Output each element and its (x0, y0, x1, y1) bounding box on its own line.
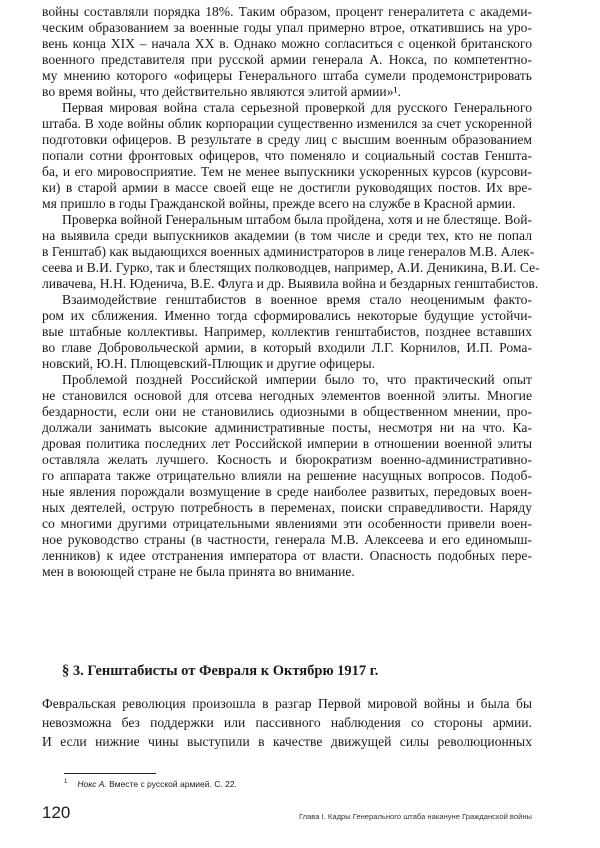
section-paragraph (42, 694, 532, 751)
text-line: в Генштаб) как выдающихся военных администраторов в лице генералов М.В. Алек- (42, 244, 535, 259)
text-line: Проблемой поздней Российской империи было то, что практический опыт (62, 372, 532, 387)
text-line: Февральская революция произошла в разгар Первой мировой войны и была бы (42, 696, 532, 711)
text-line: Взаимодействие генштабистов в военное время стало неоценимым факто- (62, 292, 532, 307)
text-line: войны составляли порядка 18%. Таким образом, процент генералитета с академи- (42, 4, 532, 19)
text-line: вые штабные коллективы. Например, коллектив генштабистов, позднее вставших (42, 324, 532, 339)
text-line: ных деятелей, острую потребность в переменах, поиски справедливости. Наряду (42, 500, 532, 515)
section-heading: § 3. Генштабисты от Февраля к Октябрю 1917 г. (62, 663, 379, 679)
text-line: ное руководство страны (в частности, генерала М.В. Алексеева и его единомыш- (42, 532, 532, 547)
text-line: штаба. В ходе войны облик корпорации существенно изменился за счет ускоренной (42, 116, 532, 131)
footnote-text: Вместе с русской армией. С. 22. (109, 779, 237, 789)
text-line: ленников) к идее отстранения императора от власти. Опасность подобных пере- (42, 548, 532, 563)
text-line: дровая политика последних лет Российской империи в отношении военной элиты (42, 436, 532, 451)
text-line: мен в воюющей стране не была принята во внимание. (42, 564, 355, 579)
paragraph (42, 292, 532, 372)
paragraph (42, 372, 532, 580)
text-line: оставляла желать лучшего. Косность и бюрократизм военно-административно- (42, 452, 532, 467)
paragraph (42, 4, 532, 100)
text-line: должали занимать высокие административные посты, несмотря ни на что. Ка- (42, 420, 532, 435)
text-line: ром их сближения. Именно тогда сформировались некоторые будущие устойчи- (42, 308, 532, 323)
text-line: му мнению которого «офицеры Генерального штаба сумели продемонстрировать (42, 68, 532, 83)
text-line: ливачева, Н.Н. Юденича, В.Е. Флуга и др. Выявила война и бездарных генштабистов. (42, 276, 539, 291)
footnote-mark: 1 (64, 779, 68, 785)
footnote (64, 779, 237, 789)
text-line: го аппарата также отрицательно влияли на решение насущных вопросов. Подоб- (42, 468, 532, 483)
text-line: не становился основой для отсева негодных элементов военной элиты. Многие (42, 388, 532, 403)
footnote-divider (64, 773, 156, 774)
text-line: сеева и В.И. Гурко, так и блестящих полководцев, например, А.И. Деникина, В.И. Се- (42, 260, 540, 275)
text-line: И если нижние чины выступили в качестве движущей силы революционных (42, 734, 532, 749)
text-line: ки) в старой армии в массе своей еще не достигли руководящих постов. Их вре- (42, 180, 532, 195)
running-title: Глава I. Кадры Генерального штаба накануне Гражданской войны (298, 812, 532, 821)
text-line: вень конца XIX – начала XX в. Однако можно согласиться с оценкой британского (42, 36, 532, 51)
text-line: военного представителя при русской армии генерала А. Нокса, по компетентно- (42, 52, 532, 67)
text-line: со многими другими отрицательными явлениями эти особенности привели воен- (42, 516, 532, 531)
text-line: во главе Добровольческой армии, в который входили Л.Г. Корнилов, И.П. Рома- (42, 340, 532, 355)
text-line: мя пришло в годы Гражданской войны, прежде всего на службе в Красной армии. (42, 196, 516, 211)
text-line: ба, и его мировосприятие. Тем не менее выпускники ускоренных курсов (курсови- (42, 164, 532, 179)
text-line: Первая мировая война стала серьезной проверкой для русского Генерального (62, 100, 532, 115)
paragraph (42, 100, 532, 212)
text-line: попали сотни фронтовых офицеров, что поменяло и социальный состав Геншта- (42, 148, 532, 163)
text-line: во время войны, что действительно являются элитой армии»¹. (42, 84, 401, 99)
page-number: 120 (42, 803, 71, 822)
text-line: новский, Ю.Н. Плющевский-Плющик и другие офицеры. (42, 356, 375, 371)
body-text (42, 4, 540, 580)
text-line: на выявила среди выпускников академии (в том числе и среди тех, кто не попал (42, 228, 532, 243)
text-line: ческим образованием за военные годы упал примерно втрое, откатившись на уро- (42, 20, 532, 35)
footnote-author: Нокс А. (77, 779, 107, 789)
text-line: подготовки офицеров. В результате в среду лиц с высшим военным образованием (42, 132, 532, 147)
text-line: невозможна без поддержки или пассивного наблюдения со стороны армии. (42, 715, 532, 730)
text-line: бездарности, если они не становились одиозными в общественном мнении, про- (42, 404, 532, 419)
text-line: ные явления порождали возмущение в среде наиболее развитых, передовых воен- (42, 484, 532, 499)
text-line: Проверка войной Генеральным штабом была пройдена, хотя и не блестяще. Вой- (62, 212, 533, 227)
paragraph (42, 212, 540, 292)
